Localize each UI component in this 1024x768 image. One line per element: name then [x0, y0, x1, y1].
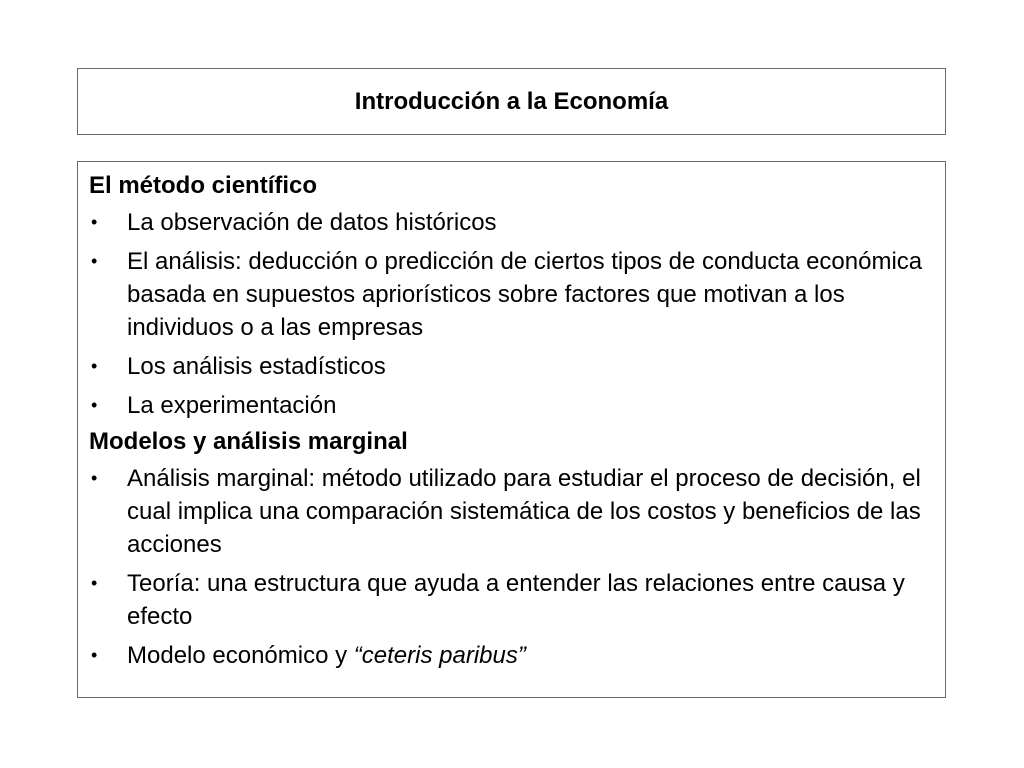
bullet-icon: •: [91, 212, 98, 232]
bullet-text-prefix: Modelo económico y: [127, 642, 354, 669]
list-item: [89, 567, 933, 633]
content-box: [77, 161, 946, 698]
list-item: [89, 389, 933, 422]
bullet-icon: •: [91, 356, 98, 376]
list-item: [89, 639, 933, 672]
bullet-text: La observación de datos históricos: [127, 209, 497, 236]
bullet-text: La experimentación: [127, 392, 337, 419]
section-heading-metodo-cientifico: El método científico: [89, 172, 318, 199]
title-box: [77, 68, 946, 135]
list-item: [89, 206, 933, 239]
list-item: [89, 245, 933, 344]
list-item: [89, 350, 933, 383]
section-heading-modelos-analisis-marginal: Modelos y análisis marginal: [89, 428, 408, 455]
bullet-list-modelos: [89, 462, 933, 672]
bullet-icon: •: [91, 251, 98, 271]
bullet-text: El análisis: deducción o predicción de ciertos tipos de conducta económica basada en supuestos apriorísticos sobre factores que motivan a los individuos o a las empresas: [127, 248, 923, 341]
list-item: [89, 462, 933, 561]
bullet-text: Teoría: una estructura que ayuda a entender las relaciones entre causa y efecto: [127, 570, 905, 630]
bullet-icon: •: [91, 573, 98, 593]
ceteris-paribus-term: “ceteris paribus”: [353, 642, 526, 669]
bullet-list-metodo-cientifico: [89, 206, 933, 422]
bullet-text: [127, 639, 933, 672]
slide-title: Introducción a la Economía: [354, 87, 669, 115]
bullet-text: Los análisis estadísticos: [127, 353, 386, 380]
bullet-icon: •: [91, 395, 98, 415]
bullet-icon: •: [91, 645, 98, 665]
bullet-text: Análisis marginal: método utilizado para estudiar el proceso de decisión, el cual implica una comparación sistemática de los costos y beneficios de las acciones: [127, 465, 921, 558]
bullet-icon: •: [91, 468, 98, 488]
